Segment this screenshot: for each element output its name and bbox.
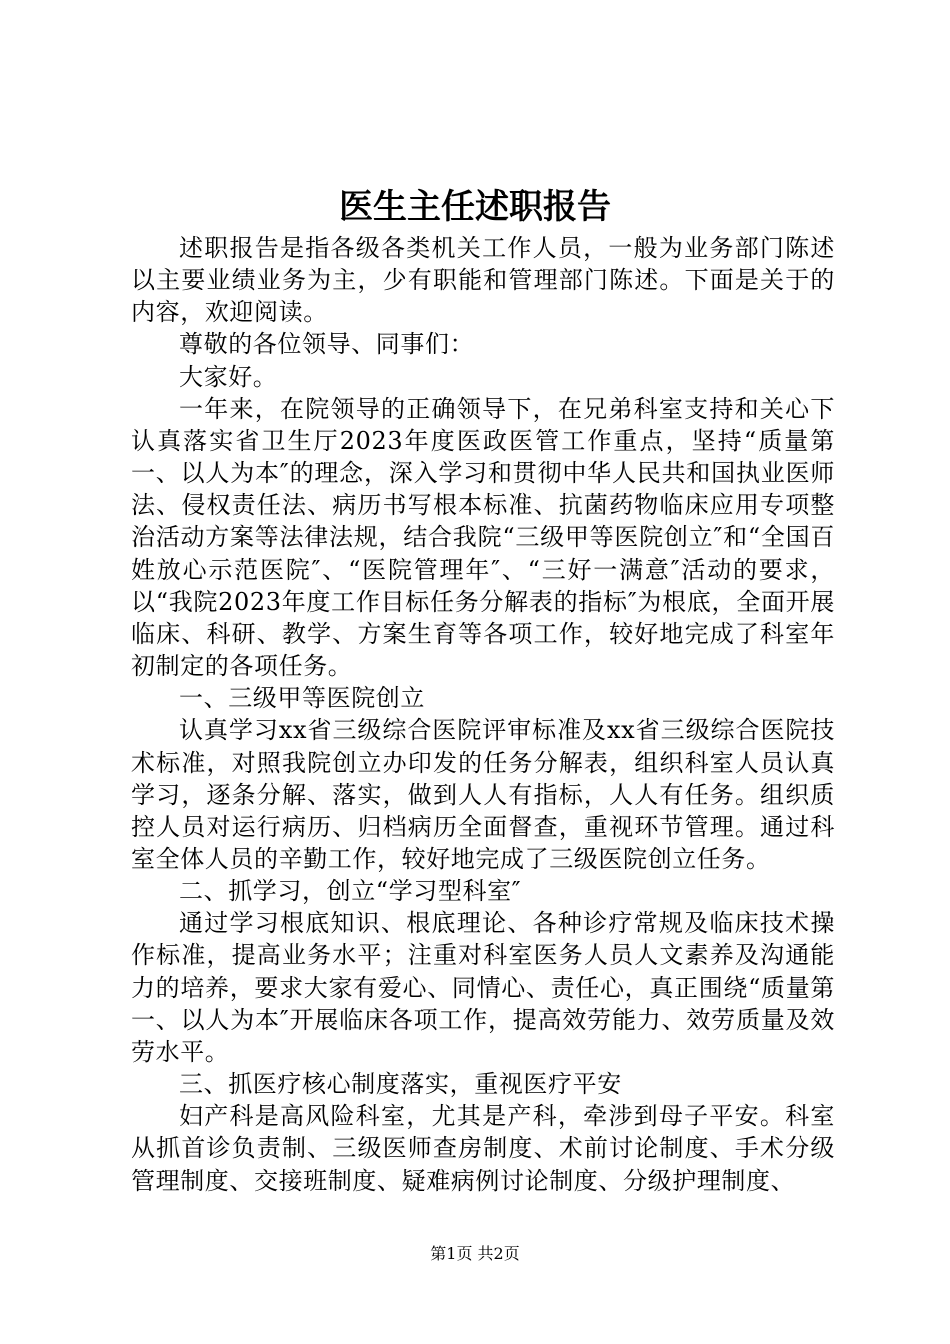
page-footer: 第1页 共2页 [430,1244,520,1263]
section-heading-1: 一、三级甲等医院创立 [179,684,425,713]
document-body [131,232,835,1197]
paragraph-greeting: 大家好。 [179,362,278,391]
document-title: 医生主任述职报告 [339,187,611,227]
paragraph-overview: 一年来，在院领导的正确领导下，在兄弟科室支持和关心下认真落实省卫生厅2023年度医政医管工作重点，坚持“质量第一、以人为本″的理念，深入学习和贯彻中华人民共和国执业医师法、侵权责任法、病历书写根本标准、抗菌药物临床应用专项整治活动方案等法律法规，结合我院“三级甲等医院创立″和“全国百姓放心示范医院″、“医院管理年″、“三好一满意″活动的要求，以“我院2023年度工作目标任务分解表的指标″为根底，全面开展临床、科研、教学、方案生育等各项工作，较好地完成了科室年初制定的各项任务。 [131,394,835,681]
paragraph-section-1: 认真学习xx省三级综合医院评审标准及xx省三级综合医院技术标准，对照我院创立办印发的任务分解表，组织科室人员认真学习，逐条分解、落实，做到人人有指标，人人有任务。组织质控人员对运行病历、归档病历全面督查，重视环节管理。通过科室全体人员的辛勤工作，较好地完成了三级医院创立任务。 [131,716,835,873]
paragraph-intro: 述职报告是指各级各类机关工作人员，一般为业务部门陈述以主要业绩业务为主，少有职能和管理部门陈述。下面是关于的内容，欢迎阅读。 [131,234,835,327]
paragraph-section-2: 通过学习根底知识、根底理论、各种诊疗常规及临床技术操作标准，提高业务水平；注重对科室医务人员人文素养及沟通能力的培养，要求大家有爱心、同情心、责任心，真正围绕“质量第一、以人为本″开展临床各项工作，提高效劳能力、效劳质量及效劳水平。 [131,909,835,1066]
section-heading-3: 三、抓医疗核心制度落实，重视医疗平安 [179,1070,622,1099]
paragraph-section-3: 妇产科是高风险科室，尤其是产科，牵涉到母子平安。科室从抓首诊负责制、三级医师查房制度、术前讨论制度、手术分级管理制度、交接班制度、疑难病例讨论制度、分级护理制度、 [131,1102,835,1195]
paragraph-salutation: 尊敬的各位领导、同事们： [179,330,475,359]
section-heading-2: 二、抓学习，创立“学习型科室″ [179,877,522,906]
